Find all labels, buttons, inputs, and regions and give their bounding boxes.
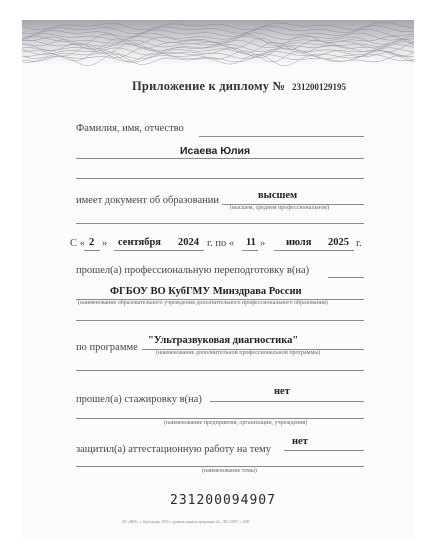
fio-line-3 bbox=[76, 178, 364, 179]
organization-value: ФГБОУ ВО КубГМУ Минздрава России bbox=[110, 286, 302, 297]
internship-value: нет bbox=[274, 386, 290, 397]
education-value: высшем bbox=[258, 190, 298, 201]
retraining-line bbox=[328, 277, 364, 278]
period-g-end: г. bbox=[356, 238, 362, 249]
period-from-day: 2 bbox=[89, 237, 95, 248]
thesis-hint: (наименование темы) bbox=[202, 468, 257, 474]
period-line-b bbox=[114, 250, 204, 251]
serial-number: 231200094907 bbox=[170, 493, 276, 508]
guilloche-header-pattern bbox=[22, 20, 414, 66]
period-to-month: июля bbox=[286, 237, 312, 248]
diploma-number: 231200129195 bbox=[292, 82, 346, 92]
program-line-2 bbox=[76, 370, 364, 371]
period-from-year: 2024 bbox=[178, 237, 199, 248]
printer-footer: АО «ИБК», г. Краснодар, 2019 г. уровень защиты продукции «Б», ЛВ 11087, т. 2000 bbox=[122, 520, 250, 524]
program-hint: (наименование дополнительной профессиональной программы) bbox=[156, 350, 321, 356]
period-line-a bbox=[84, 250, 100, 251]
period-to-year: 2025 bbox=[328, 237, 349, 248]
fio-label: Фамилия, имя, отчество bbox=[76, 123, 184, 134]
diploma-appendix-page bbox=[22, 20, 414, 540]
period-from-month: сентября bbox=[118, 237, 161, 248]
internship-hint: (наименование предприятия, организации, учреждения) bbox=[164, 420, 308, 426]
fio-line-1 bbox=[199, 136, 364, 137]
fio-line-2 bbox=[76, 158, 364, 159]
thesis-label: защитил(а) аттестационную работу на тему bbox=[76, 444, 271, 455]
period-line-c bbox=[242, 250, 258, 251]
thesis-line-2 bbox=[76, 466, 364, 467]
internship-label: прошел(а) стажировку в(на) bbox=[76, 394, 202, 405]
internship-line-2 bbox=[76, 418, 364, 419]
period-to-day: 11 bbox=[246, 237, 256, 248]
period-quote-close-1: » bbox=[102, 238, 108, 249]
program-value: "Ультразвуковая диагностика" bbox=[148, 335, 299, 346]
period-line-d bbox=[274, 250, 354, 251]
period-quote-close-2: » bbox=[260, 238, 266, 249]
retraining-label: прошел(а) профессиональную переподготовку в(на) bbox=[76, 265, 310, 276]
fio-value: Исаева Юлия bbox=[180, 145, 251, 157]
internship-line bbox=[210, 401, 364, 402]
program-label: по программе bbox=[76, 342, 138, 353]
education-hint: (высшем, среднем профессиональном) bbox=[230, 205, 330, 211]
period-g-to: г. по « bbox=[207, 238, 235, 249]
period-from-prefix: С « bbox=[70, 238, 85, 249]
organization-hint: (наименование образовательного учреждения дополнительного профессионального образования) bbox=[78, 300, 328, 306]
education-line-2 bbox=[76, 223, 364, 224]
thesis-value: нет bbox=[292, 436, 308, 447]
organization-line-2 bbox=[76, 320, 364, 321]
thesis-line bbox=[284, 450, 364, 451]
education-label: имеет документ об образовании bbox=[76, 195, 219, 206]
document-title: Приложение к диплому № bbox=[132, 79, 286, 93]
